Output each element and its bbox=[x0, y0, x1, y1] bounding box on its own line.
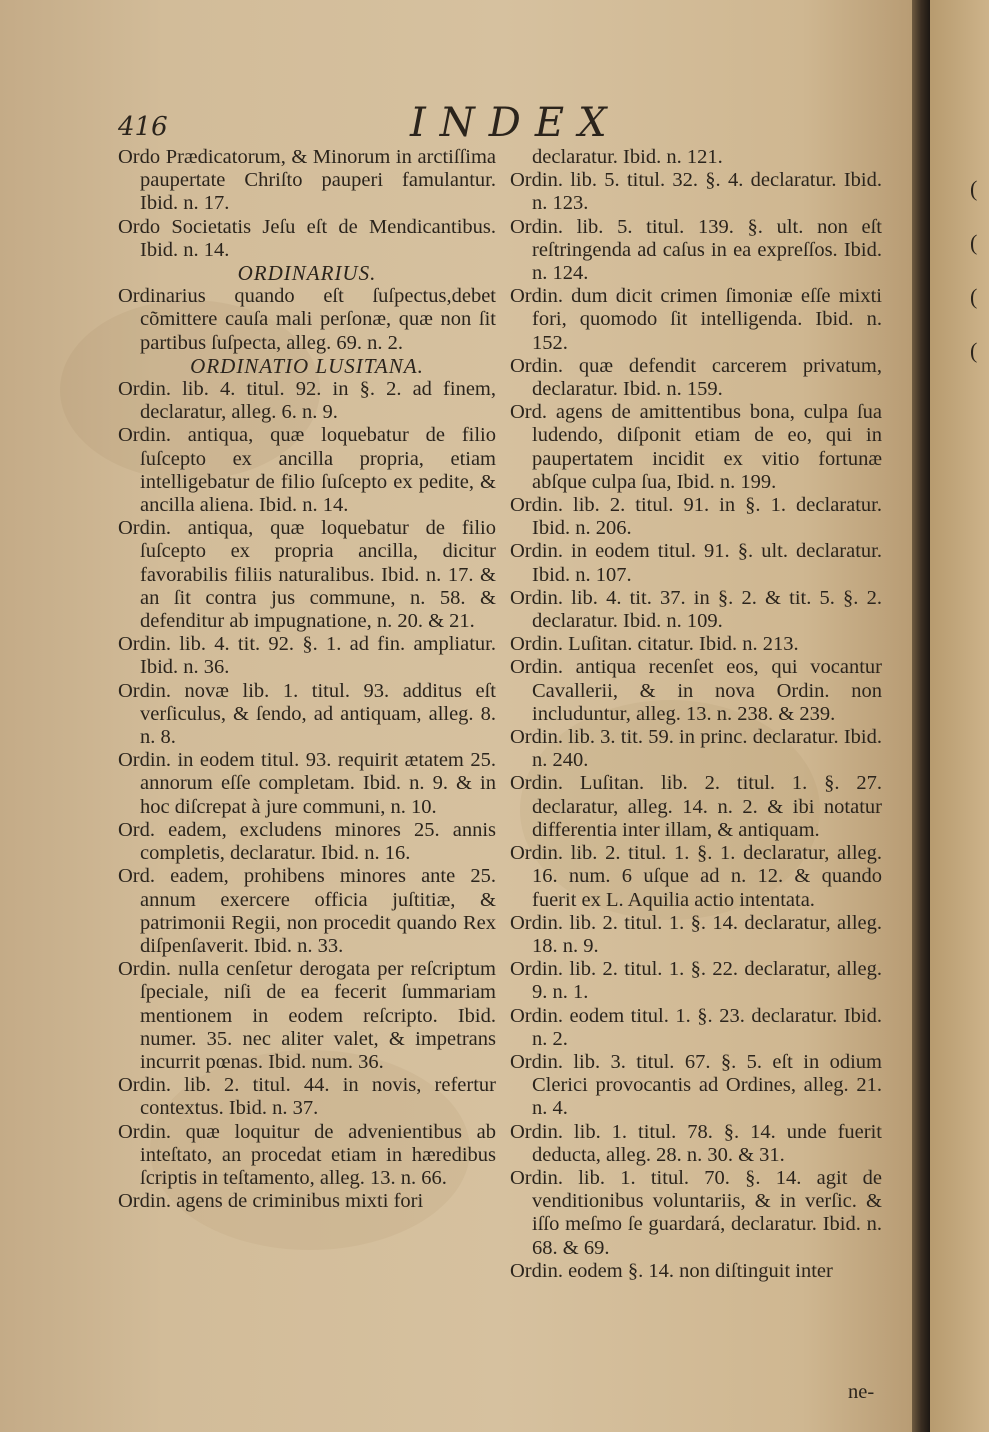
page-number: 416 bbox=[118, 112, 168, 142]
index-entry: Ordin. lib. 1. titul. 78. §. 14. unde fuerit deducta, alleg. 28. n. 30. & 31. bbox=[510, 1120, 882, 1166]
book-gutter bbox=[912, 0, 930, 1432]
index-entry: Ordin. lib. 2. titul. 1. §. 1. declaratur, alleg. 16. num. 6 uſque ad n. 12. & quando fuerit ex L. Aquilia actio intentata. bbox=[510, 842, 882, 911]
index-entry: Ordin. lib. 2. titul. 91. in §. 1. declaratur. Ibid. n. 206. bbox=[510, 494, 882, 540]
index-entry: Ordin. in eodem titul. 93. requirit ætatem 25. annorum eſſe completam. Ibid. n. 9. & in hoc diſcrepat à jure communi, n. 10. bbox=[118, 749, 496, 818]
facing-page-edge bbox=[930, 0, 989, 1432]
index-entry: Ord. eadem, prohibens minores ante 25. annum exercere officia juſtitiæ, & patrimonii Regii, non procedit quando Rex diſpenſaverit. Ibid. n. 33. bbox=[118, 865, 496, 957]
index-entry: Ordo Societatis Jeſu eſt de Mendicantibus. Ibid. n. 14. bbox=[118, 215, 496, 261]
index-entry: Ord. agens de amittentibus bona, culpa ſua ludendo, diſponit etiam de eo, qui in paupertatem incidit ex vitio fortunæ abſque culpa ſua, Ibid. n. 199. bbox=[510, 401, 882, 493]
facing-glyph: ( bbox=[970, 230, 978, 255]
index-entry: Ordin. antiqua recenſet eos, qui vocantur Cavallerii, & in nova Ordin. non includuntur, alleg. 13. n. 238. & 239. bbox=[510, 656, 882, 725]
facing-glyph: ( bbox=[970, 176, 978, 201]
index-entry: Ordin. Luſitan. citatur. Ibid. n. 213. bbox=[510, 633, 799, 656]
index-entry: Ordin. antiqua, quæ loquebatur de filio ſuſcepto ex ancilla propria, etiam intelligebatur de filio ſuſcepto ex pedite, & ancilla aliena. Ibid. n. 14. bbox=[118, 424, 496, 517]
index-entry: Ordin. lib. 3. tit. 59. in princ. declaratur. Ibid. n. 240. bbox=[510, 726, 882, 772]
index-entry: Ordin. novæ lib. 1. titul. 93. additus eſt verſiculus, & ſendo, ad antiquam, alleg. 8. n. 8. bbox=[118, 679, 496, 749]
index-entry: Ordin. quæ loquitur de advenientibus ab inteſtato, an procedat etiam in hæredibus ſcriptis in teſtamento, alleg. 13. n. 66. bbox=[118, 1120, 496, 1189]
index-entry: Ordin. lib. 4. titul. 92. in §. 2. ad finem, declaratur, alleg. 6. n. 9. bbox=[118, 378, 496, 424]
index-entry: Ordin. lib. 2. titul. 44. in novis, refertur contextus. Ibid. n. 37. bbox=[118, 1074, 496, 1120]
section-heading: ORDINATIO LUSITANA. bbox=[190, 353, 424, 378]
index-entry: Ordin. lib. 2. titul. 1. §. 14. declaratur, alleg. 18. n. 9. bbox=[510, 911, 882, 957]
index-entry: Ordin. eodem titul. 1. §. 23. declaratur. Ibid. n. 2. bbox=[510, 1004, 882, 1050]
index-entry: Ordo Prædicatorum, & Minorum in arctiſſima paupertate Chriſto pauperi famulantur. Ibid. n. 17. bbox=[118, 146, 496, 215]
index-entry: declaratur. Ibid. n. 121. bbox=[532, 146, 723, 168]
index-entry: Ordin. lib. 5. titul. 139. §. ult. non eſt reſtringenda ad caſus in ea expreſſos. Ibid. n. 124. bbox=[510, 215, 882, 285]
index-entry: Ordin. in eodem titul. 91. §. ult. declaratur. Ibid. n. 107. bbox=[510, 540, 882, 586]
facing-glyph: ( bbox=[970, 338, 978, 363]
index-entry: Ordin. lib. 5. titul. 32. §. 4. declaratur. Ibid. n. 123. bbox=[510, 169, 882, 215]
index-entry: Ordin. nulla cenſetur derogata per reſcriptum ſpeciale, niſi de ea fecerit ſummariam mentionem in eodem reſcripto. Ibid. numer. 35. nec aliter valet, & impetrans incurrit pœnas. Ibid. num. 36. bbox=[118, 958, 496, 1073]
index-entry: Ordin. dum dicit crimen ſimoniæ eſſe mixti fori, quomodo ſit intelligenda. Ibid. n. 152. bbox=[510, 285, 882, 354]
index-entry: Ordinarius quando eſt ſuſpectus,debet cõmittere cauſa mali perſonæ, quæ non ſit partibus ſuſpecta, alleg. 69. n. 2. bbox=[118, 285, 496, 354]
catchword: ne- bbox=[848, 1381, 875, 1403]
right-column bbox=[510, 146, 882, 1283]
index-entry: Ordin. lib. 2. titul. 1. §. 22. declaratur, alleg. 9. n. 1. bbox=[510, 958, 882, 1004]
index-entry: Ordin. lib. 4. tit. 92. §. 1. ad fin. ampliatur. Ibid. n. 36. bbox=[118, 633, 496, 679]
index-entry: Ordin. quæ defendit carcerem privatum, declaratur. Ibid. n. 159. bbox=[510, 354, 882, 401]
index-entry: Ordin. lib. 1. titul. 70. §. 14. agit de venditionibus voluntariis, & in verſic. & iſſo meſmo ſe guardará, declaratur. Ibid. n. 68. & 69. bbox=[510, 1166, 882, 1259]
index-entry: Ordin. lib. 3. titul. 67. §. 5. eſt in odium Clerici provocantis ad Ordines, alleg. 21. n. 4. bbox=[510, 1050, 882, 1120]
index-entry: Ordin. agens de criminibus mixti fori bbox=[118, 1190, 424, 1213]
index-entry: Ordin. antiqua, quæ loquebatur de filio ſuſcepto ex propria ancilla, dicitur favorabilis filiis naturalibus. Ibid. n. 17. & an ſit contra jus commune, n. 58. & defenditur ab impugnatione, n. 20. & 21. bbox=[118, 517, 496, 633]
index-entry: Ordin. lib. 4. tit. 37. in §. 2. & tit. 5. §. 2. declaratur. Ibid. n. 109. bbox=[510, 586, 882, 633]
section-heading: ORDINARIUS. bbox=[237, 261, 377, 286]
left-column bbox=[118, 146, 496, 1213]
index-entry: Ordin. eodem §. 14. non diſtinguit inter bbox=[510, 1259, 833, 1282]
page-header: INDEX bbox=[410, 100, 621, 146]
index-entry: Ord. eadem, excludens minores 25. annis completis, declaratur. Ibid. n. 16. bbox=[118, 818, 496, 865]
index-entry: Ordin. Luſitan. lib. 2. titul. 1. §. 27. declaratur, alleg. 14. n. 2. & ibi notatur differentia inter illam, & antiquam. bbox=[510, 772, 882, 841]
facing-glyph: ( bbox=[970, 284, 978, 309]
